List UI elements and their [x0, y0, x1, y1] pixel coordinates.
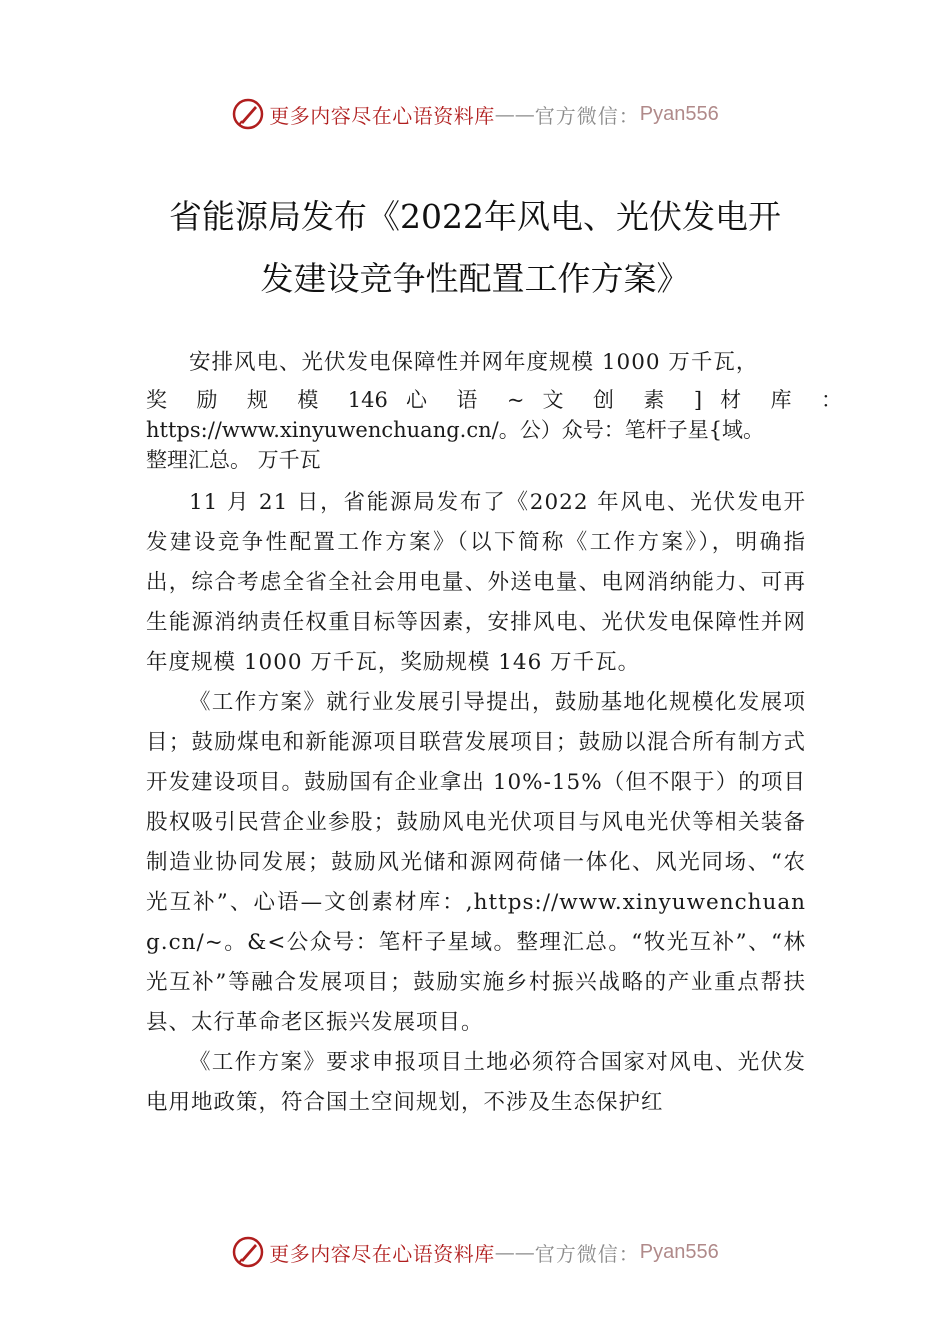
- paragraph-1-lead: 安排风电、光伏发电保障性并网年度规模 1000 万千瓦，: [189, 350, 759, 375]
- title-line-2: 发建设竞争性配置工作方案》: [260, 259, 690, 298]
- footer-banner: [0, 1232, 950, 1272]
- footer-banner-wechat-id: Pyan556: [639, 1240, 719, 1263]
- paragraph-1-note-line-2: https://www.xinyuwenchuang.cn/。公）众号：笔杆子星{域。: [146, 418, 765, 442]
- banner-wechat-id: Pyan556: [639, 102, 719, 125]
- quill-pen-logo-icon: [231, 97, 265, 131]
- footer-banner-separator: ——: [494, 1240, 535, 1264]
- header-banner: [0, 94, 950, 134]
- title-line-1: 省能源局发布《2022年风电、光伏发电开: [169, 197, 781, 236]
- paragraph-2: 11 月 21 日，省能源局发布了《2022 年风电、光伏发电开发建设竞争性配置工作方案》（以下简称《工作方案》），明确指出，综合考虑全省全社会用电量、外送电量、电网消纳能力、可再生能源消纳责任权重目标等因素，安排风电、光伏发电保障性并网年度规模 1000 万千瓦，奖励规模 146 万千瓦。: [146, 490, 806, 675]
- footer-banner-slogan: 更多内容尽在心语资料库: [269, 1241, 495, 1266]
- paragraph-1-note-line-1: 奖 励 规 模 146 心 语 ~ 文 创 素 ] 材 库 ：: [146, 388, 842, 412]
- document-body: [146, 343, 842, 1123]
- banner-slogan: 更多内容尽在心语资料库: [269, 103, 495, 128]
- footer-banner-wechat-label: 官方微信：: [534, 1241, 640, 1266]
- banner-wechat-label: 官方微信：: [534, 103, 640, 128]
- paragraph-1-note-line-3: 整理汇总。 万千瓦: [146, 448, 321, 472]
- paragraph-3: 《工作方案》就行业发展引导提出，鼓励基地化规模化发展项目；鼓励煤电和新能源项目联营发展项目；鼓励以混合所有制方式开发建设项目。鼓励国有企业拿出 10%-15%（但不限于）的项目股权吸引民营企业参股；鼓励风电光伏项目与风电光伏等相关装备制造业协同发展；鼓励风光储和源网荷储一体化、风光同场、“农光互补”、心语—文创素材库：,https://www.xinyuwenchuang.cn/~。&<公众号：笔杆子星域。整理汇总。“牧光互补”、“林光互补”等融合发展项目；鼓励实施乡村振兴战略的产业重点帮扶县、太行革命老区振兴发展项目。: [146, 690, 806, 1035]
- banner-separator: ——: [494, 102, 535, 126]
- paragraph-4: 《工作方案》要求申报项目土地必须符合国家对风电、光伏发电用地政策，符合国土空间规划，不涉及生态保护红: [146, 1050, 806, 1115]
- document-title: [0, 186, 950, 310]
- quill-pen-logo-icon: [231, 1235, 265, 1269]
